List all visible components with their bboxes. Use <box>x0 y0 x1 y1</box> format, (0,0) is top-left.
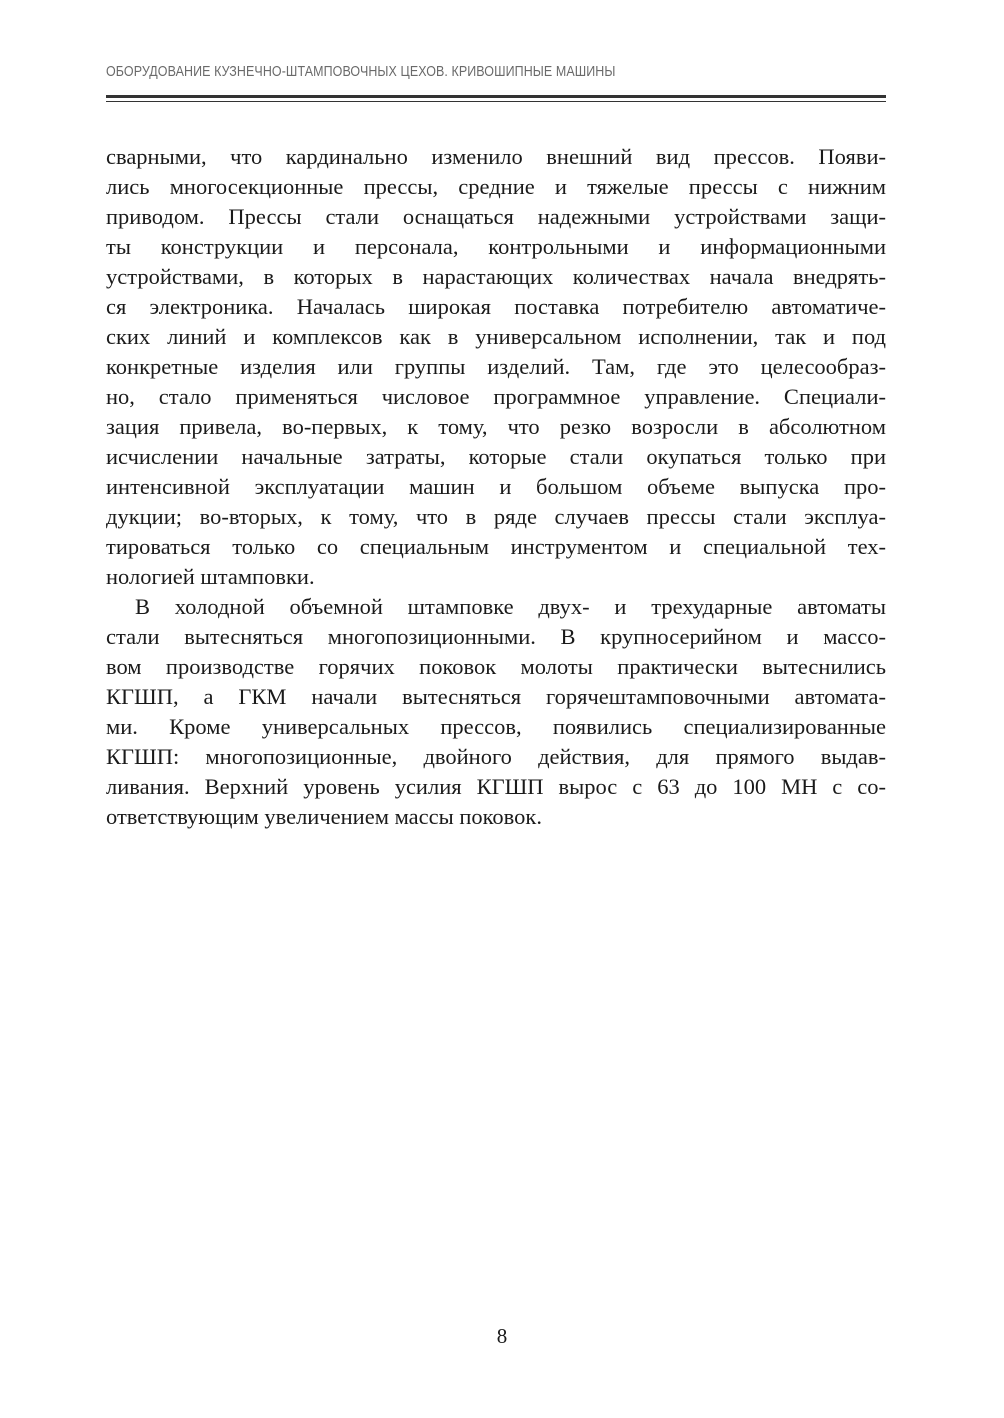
text-line: вом производстве горячих поковок молоты практически вытеснились <box>106 654 886 679</box>
text-line: ся электроника. Началась широкая поставка потребителю автоматиче- <box>106 294 886 319</box>
text-line: дукции; во-вторых, к тому, что в ряде случаев прессы стали эксплуа- <box>106 504 886 529</box>
text-line: устройствами, в которых в нарастающих количествах начала внедрять- <box>106 264 886 289</box>
text-line: но, стало применяться числовое программное управление. Специали- <box>106 384 886 409</box>
body-text <box>106 142 886 832</box>
text-line: лись многосекционные прессы, средние и тяжелые прессы с нижним <box>106 174 886 199</box>
text-line: зация привела, во-первых, к тому, что резко возросли в абсолютном <box>106 414 886 439</box>
paragraph <box>106 142 886 592</box>
header-rule-thin <box>106 101 886 102</box>
page-number: 8 <box>496 1324 508 1348</box>
text-line: ответствующим увеличением массы поковок. <box>106 804 542 829</box>
text-line: ми. Кроме универсальных прессов, появились специализированные <box>106 714 886 739</box>
text-line: В холодной объемной штамповке двух- и трехударные автоматы <box>135 594 886 619</box>
text-line: исчислении начальные затраты, которые стали окупаться только при <box>106 444 886 469</box>
text-line: тироваться только со специальным инструментом и специальной тех- <box>106 534 886 559</box>
header-rule-thick <box>106 95 886 98</box>
text-line: нологией штамповки. <box>106 564 315 589</box>
text-line: КГШП: многопозиционные, двойного действия, для прямого выдав- <box>106 744 886 769</box>
text-line: ты конструкции и персонала, контрольными и информационными <box>106 234 886 259</box>
text-line: интенсивной эксплуатации машин и большом объеме выпуска про- <box>106 474 886 499</box>
text-line: конкретные изделия или группы изделий. Там, где это целесообраз- <box>106 354 886 379</box>
paragraph <box>106 592 886 832</box>
text-line: ливания. Верхний уровень усилия КГШП вырос с 63 до 100 МН с со- <box>106 774 886 799</box>
text-line: стали вытесняться многопозиционными. В крупносерийном и массо- <box>106 624 886 649</box>
text-line: сварными, что кардинально изменило внешний вид прессов. Появи- <box>106 144 886 169</box>
text-line: приводом. Прессы стали оснащаться надежными устройствами защи- <box>106 204 886 229</box>
text-line: ских линий и комплексов как в универсальном исполнении, так и под <box>106 324 886 349</box>
text-line: КГШП, а ГКМ начали вытесняться горячештамповочными автомата- <box>106 684 886 709</box>
running-header: ОБОРУДОВАНИЕ КУЗНЕЧНО-ШТАМПОВОЧНЫХ ЦЕХОВ. КРИВОШИПНЫЕ МАШИНЫ <box>106 64 616 80</box>
